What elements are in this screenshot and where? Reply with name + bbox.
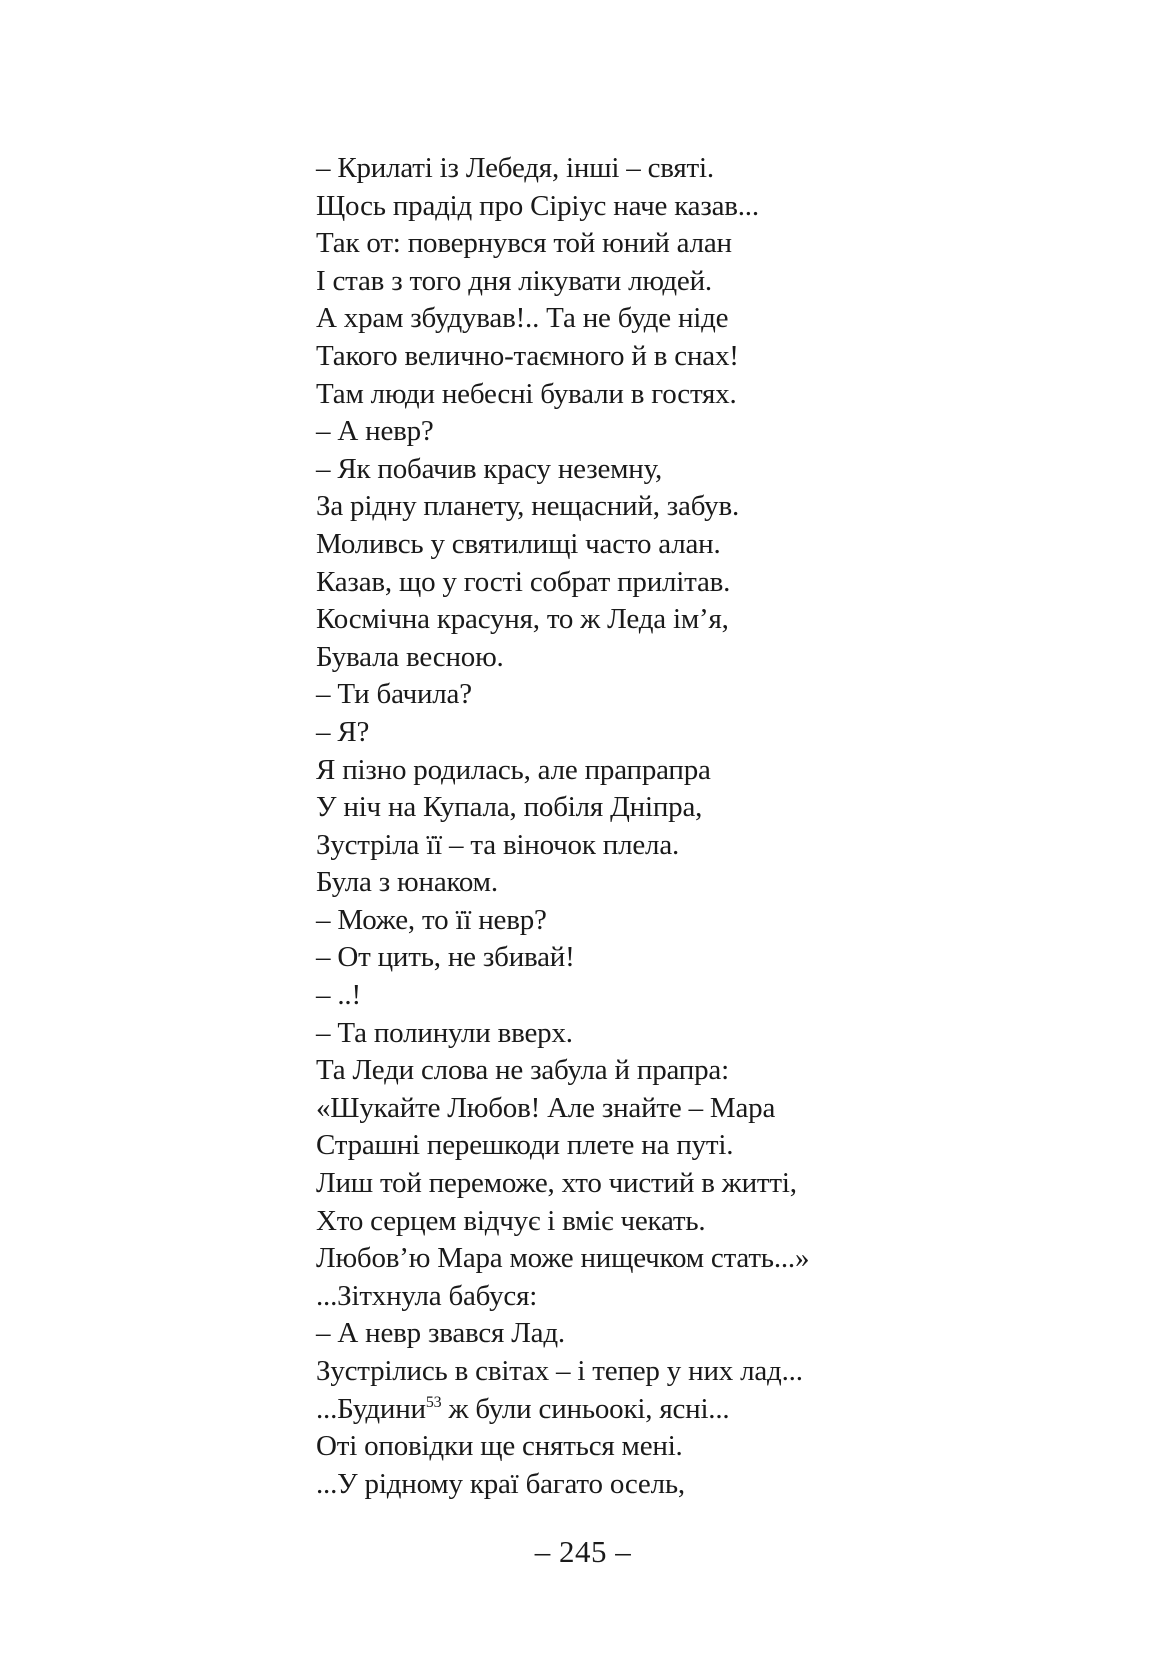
poem-line: «Шукайте Любов! Але знайте – Мара [316,1091,776,1124]
poem-line: А храм збудував!.. Та не буде ніде [316,302,729,335]
poem-line: Була з юнаком. [316,866,498,899]
poem-line: Зустріла її – та віночок плела. [316,828,680,861]
poem-line: Так от: повернувся той юний алан [316,227,732,260]
poem-line: Там люди небесні бували в гостях. [316,377,737,410]
poem-line: Щось прадід про Сіріус наче казав... [316,189,759,222]
poem-line: – ..! [316,979,361,1012]
poem-line-with-footnote [316,1391,1016,1429]
poem-line: Я пізно родилась, але прапрапра [316,753,711,786]
poem-line: І став з того дня лікувати людей. [316,264,712,297]
page-number: – 245 – [534,1534,632,1569]
poem-line: – От цить, не збивай! [316,941,575,974]
poem-line: Любов’ю Мара може нищечком стать...» [316,1242,810,1275]
poem-line: Космічна красуня, то ж Леда ім’я, [316,603,729,636]
footnote-marker: 53 [425,1393,442,1411]
poem-line: ...Зітхнула бабуся: [316,1279,538,1312]
poem-line: Моливсь у святилищі часто алан. [316,527,721,560]
poem-line: ...У рідному краї багато осель, [316,1467,685,1500]
poem-line: – Та полинули вверх. [316,1016,573,1049]
poem-line: Та Леди слова не забула й прапра: [316,1054,729,1087]
poem-line: Оті оповідки ще сняться мені. [316,1430,683,1463]
poem-line: – Як побачив красу неземну, [316,452,663,485]
poem-line: – А невр? [316,415,434,448]
poem-text [316,150,1016,1503]
poem-line-text-before: ...Будини [316,1392,426,1425]
poem-line: Страшні перешкоди плете на путі. [316,1129,734,1162]
poem-line: За рідну планету, нещасний, забув. [316,490,740,523]
poem-line: Зустрілись в світах – і тепер у них лад... [316,1355,803,1387]
poem-line: – Крилаті із Лебедя, інші – святі. [316,152,714,184]
poem-line: – А невр звався Лад. [316,1317,565,1350]
poem-line-text-after: ж були синьоокі, ясні... [441,1392,730,1425]
poem-line: Бувала весною. [316,640,504,673]
poem-line: У ніч на Купала, побіля Дніпра, [316,791,703,824]
poem-line: – Може, то її невр? [316,903,547,936]
poem-line: Хто серцем відчує і вміє чекать. [316,1204,706,1237]
poem-line: Лиш той переможе, хто чистий в житті, [316,1167,797,1200]
poem-line: – Ти бачила? [316,678,472,711]
poem-line: – Я? [316,715,370,748]
poem-line: Такого велично-таємного й в снах! [316,339,739,372]
poem-line: Казав, що у гості собрат прилітав. [316,565,731,598]
